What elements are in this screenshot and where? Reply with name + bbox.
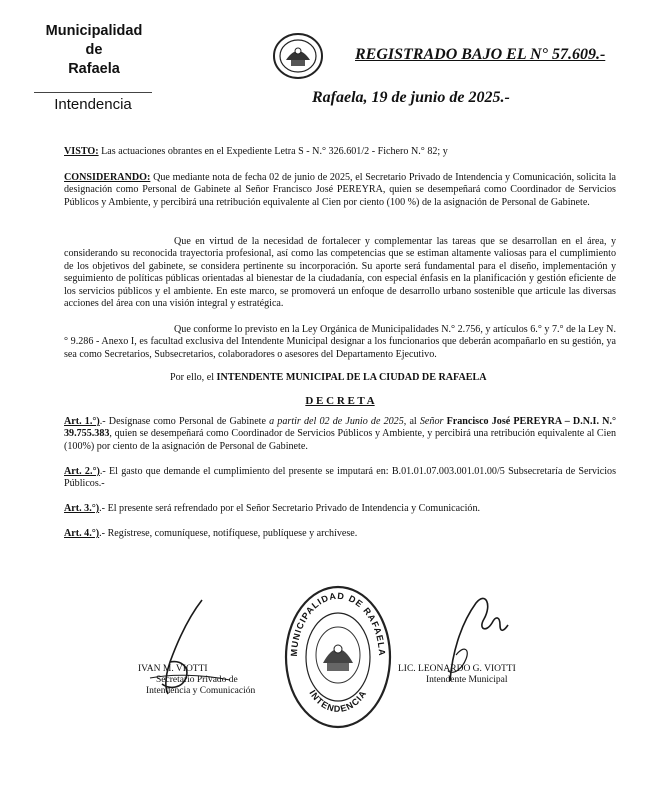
municipal-seal-icon [272, 30, 324, 82]
signer-left-role-1: Secretario Privado de [156, 675, 238, 685]
org-line-2: de [85, 42, 103, 58]
org-line-1: Municipalidad [45, 23, 143, 39]
article-1-text-c: , quien se desempeñará como Coordinador de Servicios Públicos y Ambiente, y percibirá una retribución equivalente al Cien (100%) por ciento de la asignación de Personal de Gabinete. [64, 428, 616, 452]
article-1-date: a partir del 02 de Junio de 2025 [269, 416, 404, 427]
article-1-senor: Señor [419, 416, 447, 427]
visto-text: Las actuaciones obrantes en el Expediente Letra S - N.° 326.601/2 - Fichero N.° 82; y [98, 146, 448, 157]
signer-left-role-2: Intendencia y Comunicación [146, 686, 256, 696]
org-name [38, 22, 150, 79]
visto-paragraph [64, 146, 616, 158]
article-3 [64, 503, 616, 515]
article-1-label: Art. 1.°) [64, 416, 100, 427]
considerando-paragraph-1 [64, 172, 616, 209]
signer-left-name: IVAN M. VIOTTI [138, 664, 208, 674]
signer-right-role: Intendente Municipal [426, 675, 508, 685]
considerando-text-1: Que mediante nota de fecha 02 de junio de 2025, el Secretario Privado de Intendencia y Comunicación, solicita la designación como Personal de Gabinete al Señor Francisco José PEREYRA, quien se desempeñará como Coordinador de Servicios Públicos y Ambiente, y percibirá una retribución equivalente al Cien por ciento (100 %) de la asignación de Personal de Gabinete. [64, 172, 616, 208]
article-4-text: .- Regístrese, comuníquese, notifíquese, publíquese y archívese. [99, 528, 358, 539]
considerando-paragraph-3: Que conforme lo previsto en la Ley Orgánica de Municipalidades N.° 2.756, y artículos 6.° y 7.° de la Ley N.° 9.286 - Anexo I, es facultad exclusiva del Intendente Municipal designar a los funcionarios que deberán acompañarlo en su gestión, ya sea como Secretarios, Subsecretarios, colaboradores o asesores del Departamento Ejecutivo. [64, 324, 616, 360]
article-1-text-b: , al [403, 416, 420, 427]
article-1-person: Francisco José PEREYRA – D.N.I. N.° 39.755.383 [64, 416, 616, 440]
considerando-label: CONSIDERANDO: [64, 172, 151, 183]
document-date: Rafaela, 19 de junio de 2025.- [312, 89, 510, 106]
por-ello-authority: INTENDENTE MUNICIPAL DE LA CIUDAD DE RAFAELA [216, 372, 487, 383]
registration-number: REGISTRADO BAJO EL N° 57.609.- [355, 46, 606, 63]
article-3-label: Art. 3.°) [64, 503, 100, 514]
decreta-heading: D E C R E T A [305, 395, 375, 407]
article-2-text: .- El gasto que demande el cumplimiento del presente se imputará en: B.01.01.07.003.001.01.00/5 Subsecretaría de Servicios Públicos.- [64, 466, 616, 490]
signer-right-name: LIC. LEONARDO G. VIOTTI [398, 664, 516, 674]
visto-label: VISTO: [64, 146, 99, 157]
signature-left-block [138, 664, 278, 697]
considerando-paragraph-2: Que en virtud de la necesidad de fortalecer y complementar las tareas que se desarrollan en el área, y considerando su reconocida trayectoria profesional, así como las competencias que se estiman altamente valiosas para el cumplimiento de los objetivos del gabinete, se considera pertinente su incorporación. Su aporte será fundamental para el diseño, implementación y seguimiento de políticas públicas orientadas al bienestar de la ciudadanía, con especial énfasis en la planificación y gestión eficiente de los servicios públicos y el ambiente. En este marco, se promoverá un enfoque de desarrollo urbano sostenible que articule las diversas acciones del área con una visión integral y estratégica. [64, 236, 616, 310]
article-1-text-a: .- Desígnase como Personal de Gabinete [99, 416, 270, 427]
article-4-label: Art. 4.°) [64, 528, 100, 539]
signature-right-block [398, 664, 568, 686]
article-1 [64, 416, 616, 453]
article-3-text: .- El presente será refrendado por el Señor Secretario Privado de Intendencia y Comunicación. [99, 503, 481, 514]
stamp-top-text: MUNICIPALIDAD DE RAFAELA [288, 590, 388, 657]
article-2 [64, 466, 616, 491]
org-line-3: Rafaela [68, 61, 120, 77]
article-4 [64, 528, 616, 540]
intendencia-stamp-icon [283, 583, 393, 731]
org-subtitle: Intendencia [34, 92, 152, 113]
por-ello-prefix: Por ello, el [170, 372, 217, 383]
por-ello-line [170, 372, 610, 384]
stamp-bottom-text: INTENDENCIA [307, 688, 369, 714]
article-2-label: Art. 2.°) [64, 466, 100, 477]
